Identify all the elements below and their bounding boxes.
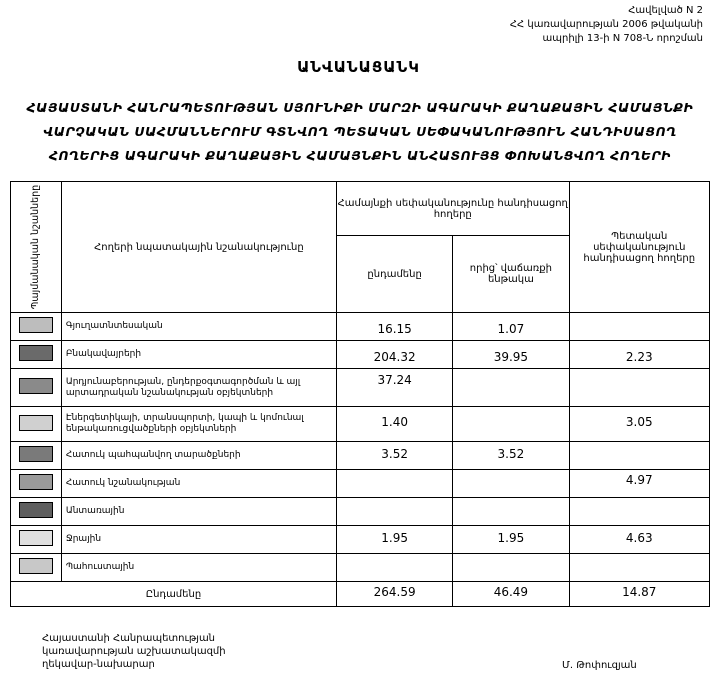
subtitle-line-1: ՀԱՅԱՍՏԱՆԻ ՀԱՆՐԱՊԵՏՈՒԹՅԱՆ ՍՅՈՒՆԻՔԻ ՄԱՐԶԻ ԱԳԱՐԱԿԻ ՔԱՂԱՔԱՅԻՆ ՀԱՄԱՅՆՔԻ (26, 100, 694, 115)
annex-decision-line: ՀՀ կառավարության 2006 թվականի (509, 19, 703, 30)
row-state (569, 554, 709, 582)
row-alienated (453, 369, 569, 407)
row-alienated (453, 554, 569, 582)
row-state: 4.63 (569, 526, 709, 554)
table-row (11, 498, 710, 526)
row-total (336, 498, 452, 526)
row-total: 37.24 (336, 369, 452, 407)
total-state: 14.87 (569, 582, 709, 607)
header-land-characteristics: Հողերի նպատակային նշանակությունը (61, 182, 336, 313)
swatch-industrial (19, 378, 53, 394)
position-line-3: ղեկավար-նախարար (42, 659, 155, 670)
annex-date-line: ապրիլի 13-ի N 708-Ն որոշման (542, 33, 703, 44)
swatch-reserve (19, 558, 53, 574)
row-name: Էներգետիկայի, տրանսպորտի, կապի և կոմունալ ենթակառուցվածքների օբյեկտների (61, 407, 336, 442)
row-state (569, 442, 709, 470)
swatch-forest (19, 502, 53, 518)
row-name: Հատուկ պահպանվող տարածքների (61, 442, 336, 470)
row-total (336, 470, 452, 498)
table-row (11, 554, 710, 582)
row-alienated: 3.52 (453, 442, 569, 470)
row-total: 204.32 (336, 341, 452, 369)
subtitle-line-3: ՀՈՂԵՐԻՑ ԱԳԱՐԱԿԻ ՔԱՂԱՔԱՅԻՆ ՀԱՄԱՅՆՔԻՆ ԱՆՀԱՏՈՒՅՑ ՓՈԽԱՆՑՎՈՂ ՀՈՂԵՐԻ (48, 148, 672, 163)
table-row (11, 313, 710, 341)
annex-number: Հավելված N 2 (628, 5, 703, 16)
row-alienated (453, 470, 569, 498)
row-total: 3.52 (336, 442, 452, 470)
subtitle-line-2: ՎԱՐՉԱԿԱՆ ՍԱՀՄԱՆՆԵՐՈՒՄ ԳՏՆՎՈՂ ՊԵՏԱԿԱՆ ՍԵՓԱԿԱՆՈՒԹՅՈՒՆ ՀԱՆԴԻՍԱՑՈՂ (43, 124, 677, 139)
signatory-position (42, 632, 226, 671)
position-line-1: Հայաստանի Հանրապետության (42, 633, 216, 644)
header-conventional-sign: Պայմանական նշանները (11, 182, 62, 313)
swatch-water (19, 530, 53, 546)
row-state (569, 369, 709, 407)
header-community-owned: Համայնքի սեփականությունը հանդիսացող հողերը (336, 182, 569, 236)
row-total: 16.15 (336, 313, 452, 341)
document-subtitle (20, 96, 700, 168)
row-name: Անտառային (61, 498, 336, 526)
swatch-special (19, 474, 53, 490)
swatch-protected (19, 446, 53, 462)
row-total: 1.95 (336, 526, 452, 554)
table-row (11, 442, 710, 470)
swatch-settlements (19, 345, 53, 361)
swatch-agricultural (19, 317, 53, 333)
row-name: Ջրային (61, 526, 336, 554)
table-row (11, 341, 710, 369)
table-row (11, 470, 710, 498)
annex-reference (510, 4, 703, 46)
position-line-2: կառավարության աշխատակազմի (42, 646, 226, 657)
table-row (11, 369, 710, 407)
table-row (11, 526, 710, 554)
signatory-name: Մ. Թոփուզյան (562, 660, 637, 671)
land-table (10, 181, 710, 607)
row-state: 3.05 (569, 407, 709, 442)
total-label: Ընդամենը (11, 582, 337, 607)
total-alienated: 46.49 (453, 582, 569, 607)
row-state (569, 313, 709, 341)
row-name: Գյուղատնտեսական (61, 313, 336, 341)
header-state-owned: Պետական սեփականություն հանդիսացող հողերը (569, 182, 709, 313)
row-total (336, 554, 452, 582)
swatch-energy (19, 415, 53, 431)
header-alienated: որից՝ վաճառքի ենթակա (453, 236, 569, 313)
row-state: 4.97 (569, 470, 709, 498)
row-alienated: 1.07 (453, 313, 569, 341)
row-name: Պահուստային (61, 554, 336, 582)
row-alienated (453, 407, 569, 442)
header-total: ընդամենը (336, 236, 452, 313)
row-alienated: 1.95 (453, 526, 569, 554)
row-name: Բնակավայրերի (61, 341, 336, 369)
row-state: 2.23 (569, 341, 709, 369)
row-name: Արդյունաբերության, ընդերքօգտագործման և այլ արտադրական նշանակության օբյեկտների (61, 369, 336, 407)
table-row (11, 407, 710, 442)
row-alienated: 39.95 (453, 341, 569, 369)
row-alienated (453, 498, 569, 526)
document-title: ԱՆՎԱՆԱՑԱՆԿ (297, 58, 420, 76)
row-state (569, 498, 709, 526)
total-value: 264.59 (336, 582, 452, 607)
total-row (11, 582, 710, 607)
row-total: 1.40 (336, 407, 452, 442)
row-name: Հատուկ նշանակության (61, 470, 336, 498)
